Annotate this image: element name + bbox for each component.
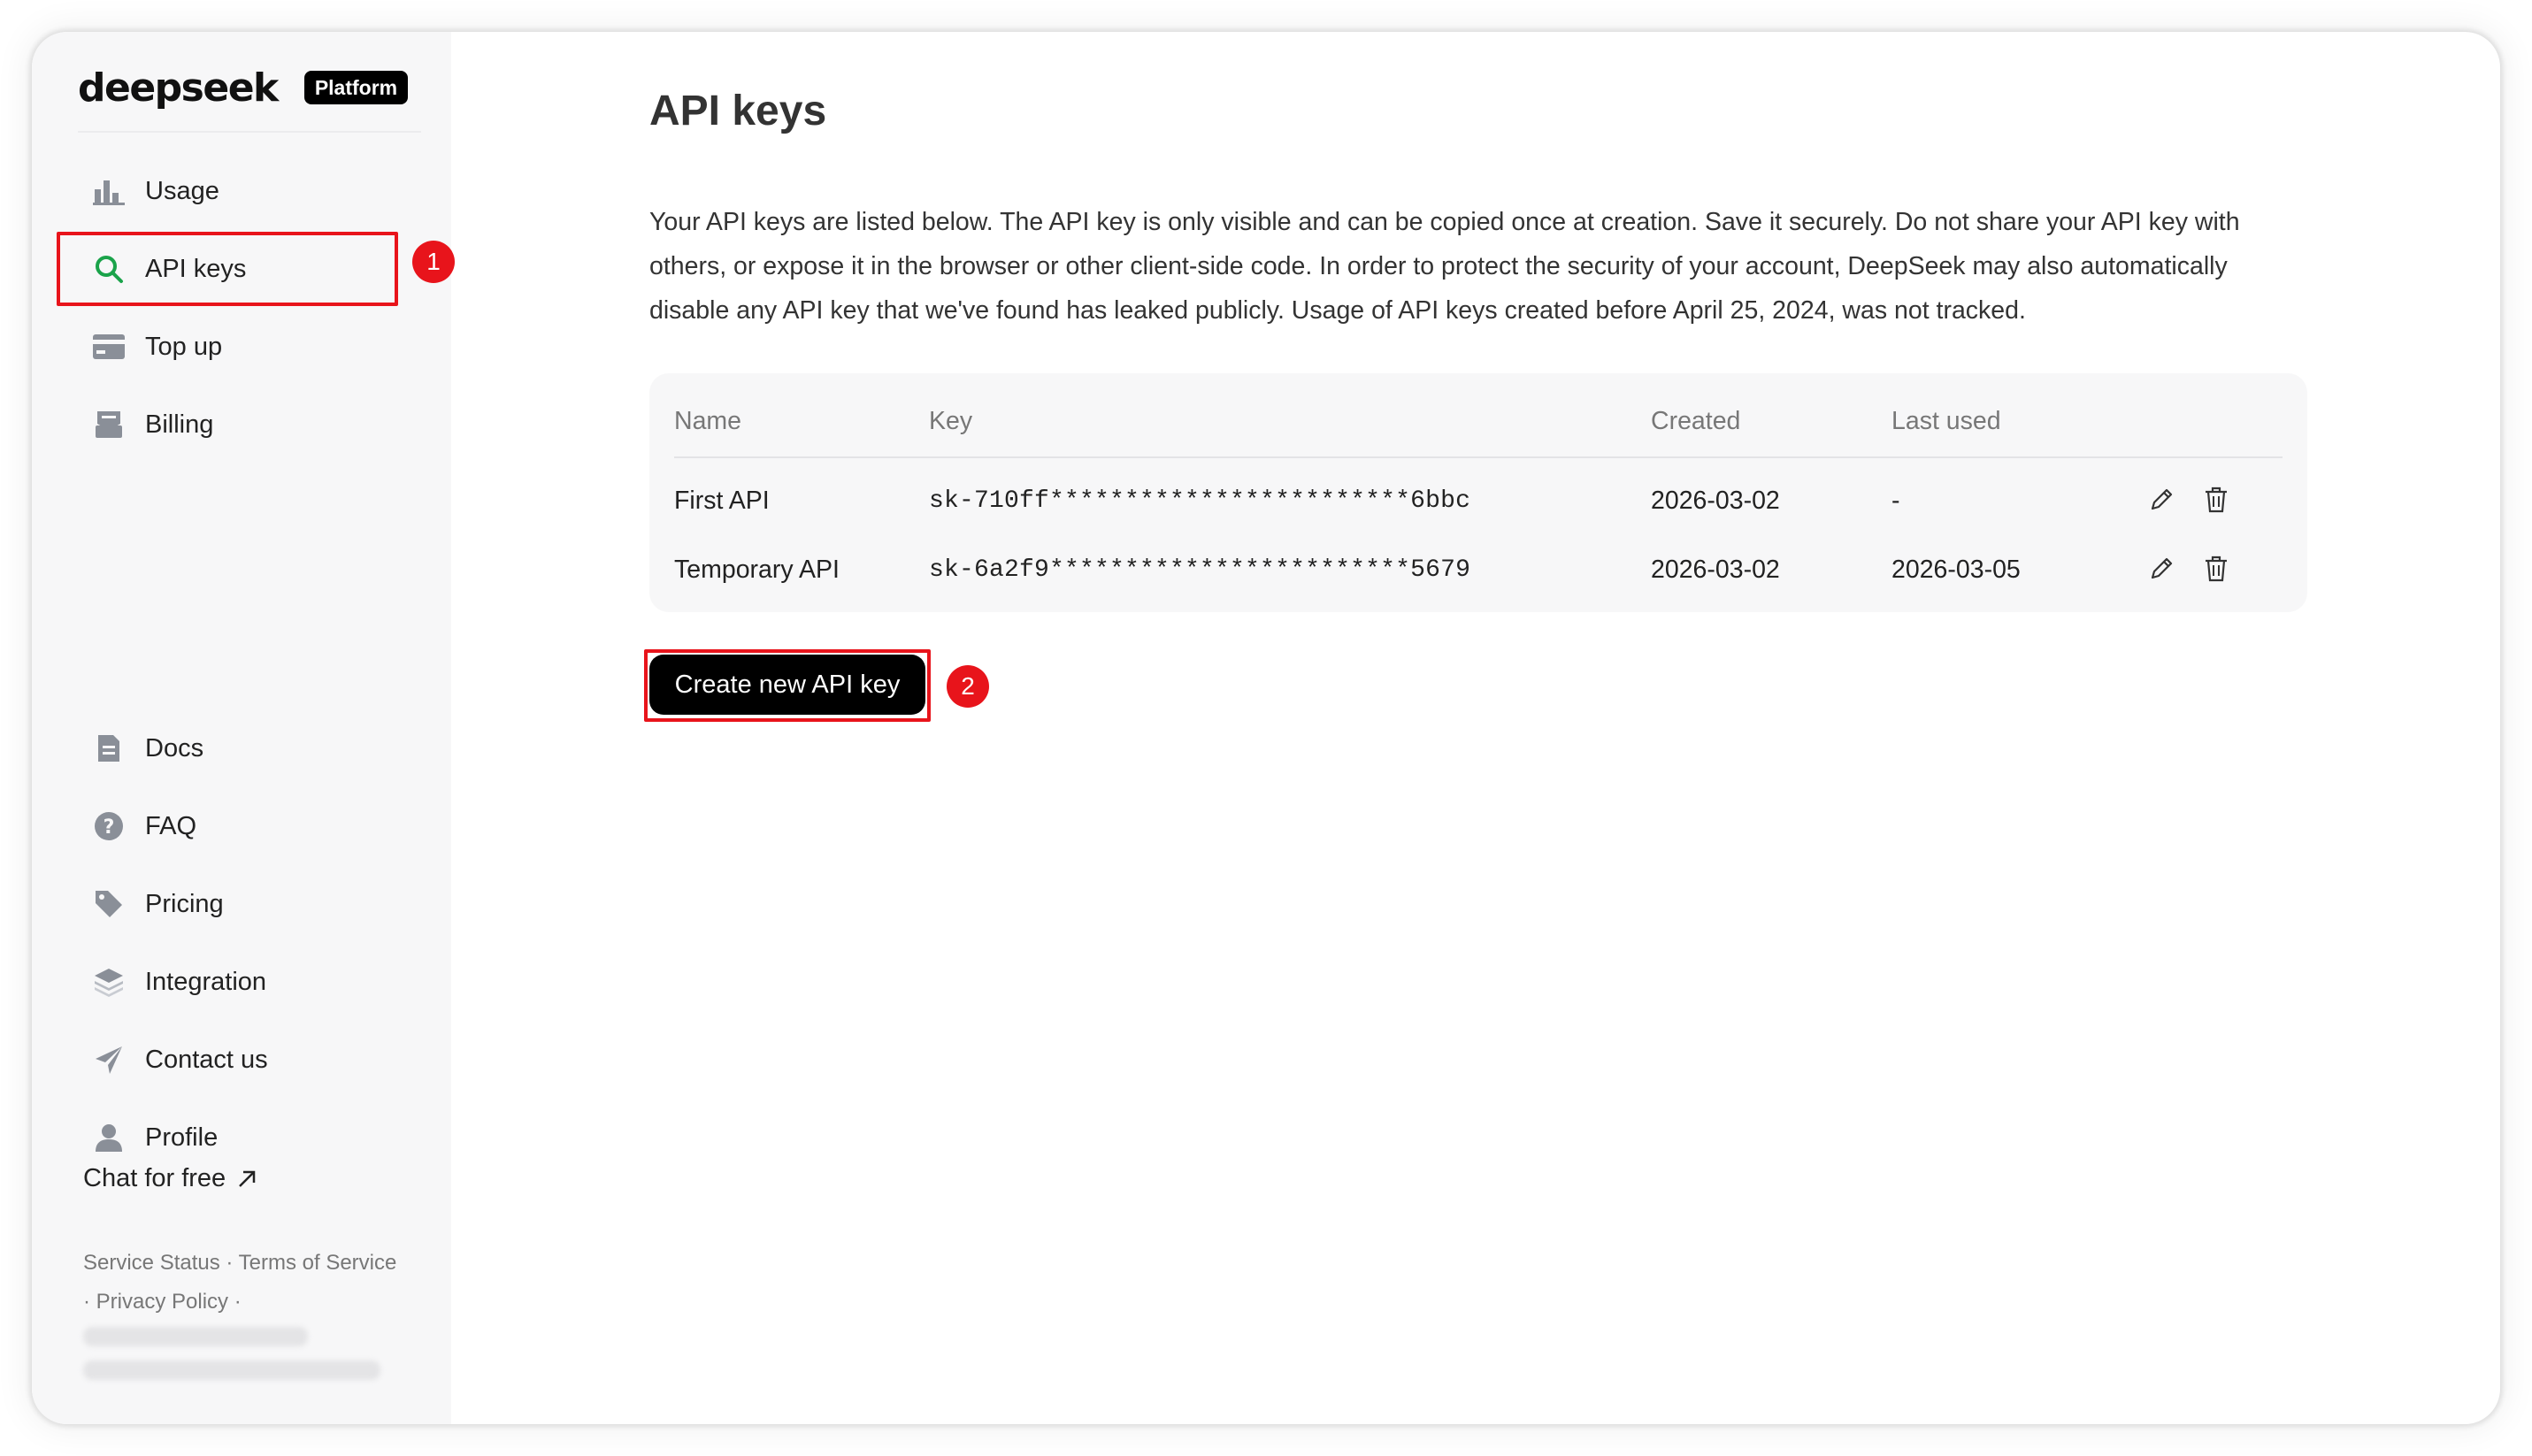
bar-chart-icon (92, 174, 126, 208)
sidebar-item-label: Contact us (145, 1045, 268, 1074)
key-value: sk-710ff************************6bbc (929, 487, 1471, 515)
privacy-policy-link[interactable]: Privacy Policy (96, 1290, 229, 1314)
footer-separator: · (226, 1251, 234, 1275)
footer-separator: · (234, 1290, 242, 1314)
key-name: First API (674, 487, 770, 515)
billing-icon (92, 408, 126, 441)
terms-of-service-link[interactable]: Terms of Service (238, 1251, 397, 1275)
sidebar-item-label: FAQ (145, 811, 197, 840)
column-header-last-used: Last used (1891, 407, 2001, 435)
tag-icon (92, 887, 126, 921)
sidebar-item-billing[interactable] (81, 387, 418, 462)
sidebar-item-contact-us[interactable] (81, 1023, 418, 1097)
key-name: Temporary API (674, 556, 840, 584)
sidebar-item-label: Top up (145, 332, 223, 361)
sidebar-item-label: API keys (145, 254, 247, 283)
edit-pencil-icon[interactable] (2146, 485, 2176, 515)
sidebar-item-label: Usage (145, 176, 219, 205)
redacted-email (83, 1327, 308, 1346)
search-icon (92, 252, 126, 286)
delete-trash-icon[interactable] (2201, 554, 2231, 584)
step-marker-2: 2 (947, 665, 989, 708)
delete-trash-icon[interactable] (2201, 485, 2231, 515)
page-title: API keys (649, 88, 827, 134)
service-status-link[interactable]: Service Status (83, 1251, 220, 1275)
paper-plane-icon (92, 1043, 126, 1077)
sidebar-item-label: Profile (145, 1123, 219, 1152)
sidebar-item-label: Pricing (145, 889, 224, 918)
column-header-key: Key (929, 407, 973, 435)
key-last-used: 2026-03-05 (1891, 556, 2021, 584)
sidebar-item-docs[interactable] (81, 711, 418, 785)
key-value: sk-6a2f9************************5679 (929, 556, 1471, 584)
app-window (32, 32, 2500, 1424)
sidebar-item-faq[interactable] (81, 789, 418, 863)
key-created: 2026-03-02 (1651, 487, 1780, 515)
column-header-name: Name (674, 407, 742, 435)
brand[interactable] (78, 57, 408, 119)
user-icon (92, 1121, 126, 1154)
sidebar-divider (78, 131, 421, 133)
sidebar-item-api-keys[interactable] (81, 232, 418, 306)
footer-links (83, 1244, 437, 1322)
table-header-divider (674, 456, 2283, 458)
sidebar-item-top-up[interactable] (81, 310, 418, 384)
key-last-used: - (1891, 487, 1900, 515)
sidebar-item-pricing[interactable] (81, 867, 418, 941)
external-link-arrow-icon (236, 1169, 257, 1190)
sidebar-item-label: Billing (145, 410, 214, 439)
step-marker-1: 1 (412, 241, 455, 283)
main-content (451, 32, 2500, 1424)
document-icon (92, 732, 126, 765)
sidebar-item-label: Docs (145, 733, 204, 762)
column-header-created: Created (1651, 407, 1741, 435)
footer-separator: · (83, 1290, 90, 1314)
page-description: Your API keys are listed below. The API key is only visible and can be copied once at creation. Save it securely. Do not share your API key with others, or expose it in the browser or other client-side code. In order to protect the security of your account, DeepSeek may also automatically disable any API key that we've found has leaked publicly. Usage of API keys created before April 25, 2024, was not tracked. (649, 208, 2240, 325)
redacted-account-id (83, 1360, 380, 1380)
chat-for-free-label: Chat for free (83, 1164, 226, 1192)
deepseek-logo: deepseek (78, 65, 278, 111)
svg-text:?: ? (103, 816, 115, 839)
sidebar (32, 32, 451, 1424)
layers-icon (92, 965, 126, 999)
sidebar-item-integration[interactable] (81, 945, 418, 1019)
create-new-api-key-button[interactable]: Create new API key (649, 655, 925, 715)
edit-pencil-icon[interactable] (2146, 554, 2176, 584)
key-created: 2026-03-02 (1651, 556, 1780, 584)
api-keys-table (649, 373, 2307, 612)
question-icon (92, 809, 126, 843)
sidebar-item-usage[interactable] (81, 154, 418, 228)
platform-badge: Platform (304, 71, 408, 104)
chat-for-free-link[interactable] (83, 1164, 257, 1193)
credit-card-icon (92, 330, 126, 364)
sidebar-item-label: Integration (145, 967, 267, 996)
